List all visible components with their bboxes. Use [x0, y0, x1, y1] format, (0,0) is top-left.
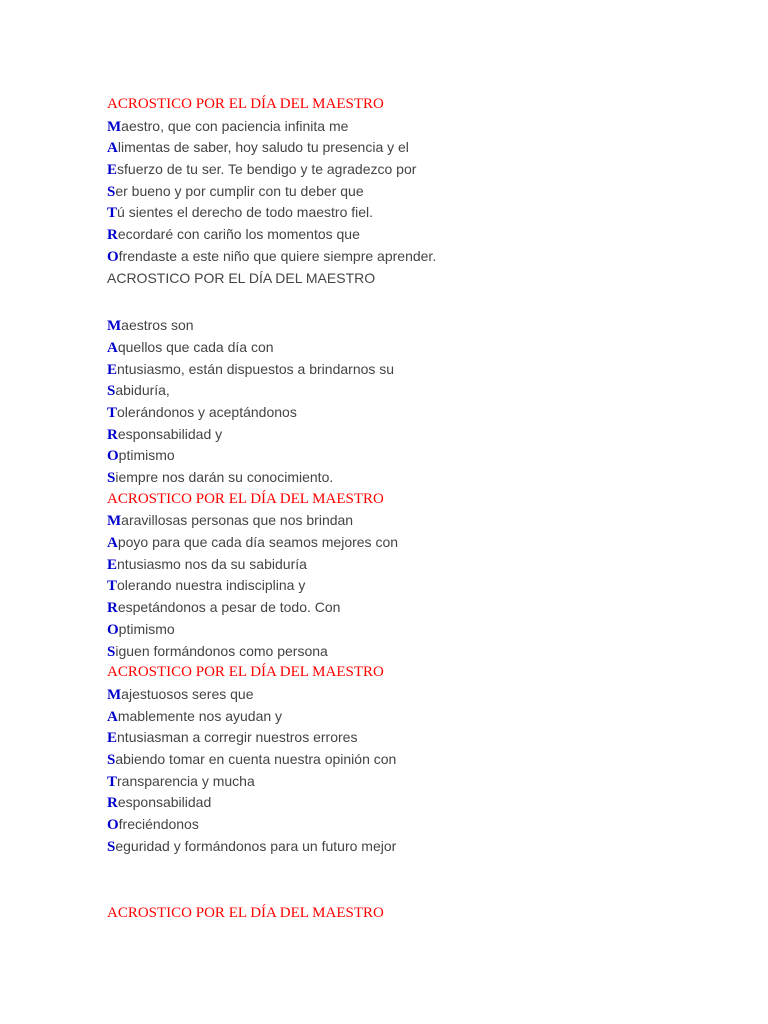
acrostic-capital: O: [107, 248, 119, 265]
acrostic-line-text: limentas de saber, hoy saludo tu presencia y el: [117, 139, 409, 156]
acrostic-line: [107, 467, 707, 489]
acrostic-line: [107, 402, 707, 424]
acrostic-line: [107, 641, 707, 663]
acrostic-2: [107, 268, 707, 489]
acrostic-capital: E: [107, 730, 118, 747]
acrostic-capital: M: [107, 686, 122, 703]
acrostic-line-text: freciéndonos: [118, 816, 199, 832]
acrostic-capital: M: [107, 118, 122, 135]
acrostic-line: [107, 684, 707, 706]
acrostic-4: [107, 662, 707, 857]
acrostic-capital: M: [107, 318, 122, 335]
acrostic-3: [107, 489, 707, 663]
acrostic-line-text: mablemente nos ayudan y: [117, 707, 283, 724]
acrostic-capital: S: [107, 183, 116, 200]
acrostic-line-text: aravillosas personas que nos brindan: [121, 512, 354, 529]
acrostic-line: [107, 749, 707, 771]
acrostic-capital: R: [107, 426, 118, 443]
acrostic-line: [107, 619, 707, 641]
acrostic-line: [107, 246, 707, 268]
acrostic-line: [107, 771, 707, 793]
acrostic-line-text: ajestuosos seres que: [121, 685, 254, 702]
acrostic-capital: A: [107, 339, 118, 356]
acrostic-title: ACROSTICO POR EL DÍA DEL MAESTRO: [107, 96, 384, 112]
spacer: [107, 857, 707, 903]
acrostic-line: [107, 159, 707, 181]
acrostic-line: [107, 597, 707, 619]
acrostic-line-text: esponsabilidad y: [117, 425, 223, 442]
acrostic-line: [107, 554, 707, 576]
acrostic-line: [107, 137, 707, 159]
acrostic-capital: S: [107, 643, 116, 660]
acrostic-line-text: poyo para que cada día seamos mejores con: [117, 534, 399, 551]
acrostic-line-text: sfuerzo de tu ser. Te bendigo y te agradezco por: [117, 161, 417, 178]
acrostic-capital: E: [107, 361, 118, 378]
acrostic-line: [107, 359, 707, 381]
acrostic-capital: S: [107, 751, 116, 768]
acrostic-capital: O: [107, 621, 119, 638]
acrostic-line: [107, 445, 707, 467]
acrostic-capital: S: [107, 470, 116, 486]
acrostic-capital: A: [107, 140, 118, 157]
spacer: [107, 289, 707, 315]
acrostic-line: [107, 181, 707, 203]
acrostic-line-text: ntusiasmo nos da su sabiduría: [117, 555, 307, 572]
acrostic-capital: E: [107, 162, 118, 179]
acrostic-line: [107, 836, 707, 858]
acrostic-line: [107, 814, 707, 836]
acrostic-line-text: olerando nuestra indisciplina y: [117, 577, 306, 594]
acrostic-capital: T: [107, 773, 118, 790]
acrostic-capital: S: [107, 383, 116, 400]
acrostic-line: [107, 315, 707, 337]
acrostic-capital: T: [107, 205, 118, 222]
acrostic-capital: R: [107, 227, 118, 244]
acrostic-line: [107, 727, 707, 749]
acrostic-line: [107, 202, 707, 224]
document-page: [107, 94, 707, 925]
acrostic-line-text: ransparencia y mucha: [117, 772, 255, 789]
acrostic-title: ACROSTICO POR EL DÍA DEL MAESTRO: [107, 664, 384, 681]
acrostic-line-text: esponsabilidad: [117, 794, 212, 811]
acrostic-line-text: olerándonos y aceptándonos: [117, 403, 297, 420]
acrostic-title: ACROSTICO POR EL DÍA DEL MAESTRO: [107, 269, 376, 286]
acrostic-line: [107, 337, 707, 359]
acrostic-line-text: aestros son: [121, 317, 194, 334]
acrostic-line-text: eguridad y formándonos para un futuro mejor: [115, 837, 397, 854]
acrostic-line-text: iempre nos darán su conocimiento.: [115, 469, 334, 485]
acrostic-line-text: ptimismo: [118, 620, 175, 637]
acrostic-capital: T: [107, 578, 118, 595]
acrostic-line: [107, 424, 707, 446]
acrostic-capital: O: [107, 448, 119, 465]
acrostic-line-text: frendaste a este niño que quiere siempre aprender.: [118, 247, 437, 264]
acrostic-capital: E: [107, 556, 118, 573]
acrostic-line-text: iguen formándonos como persona: [115, 642, 328, 659]
acrostic-line: [107, 532, 707, 554]
acrostic-line-text: er bueno y por cumplir con tu deber que: [115, 182, 364, 199]
acrostic-line: [107, 575, 707, 597]
acrostic-capital: M: [107, 513, 122, 530]
acrostic-line: [107, 792, 707, 814]
acrostic-capital: R: [107, 600, 118, 617]
acrostic-capital: R: [107, 795, 118, 812]
acrostic-capital: A: [107, 708, 118, 725]
acrostic-line-text: ntusiasman a corregir nuestros errores: [117, 729, 358, 746]
acrostic-line: [107, 706, 707, 728]
acrostic-line: [107, 380, 707, 402]
acrostic-capital: T: [107, 404, 118, 421]
acrostic-5: [107, 857, 707, 925]
acrostic-capital: A: [107, 535, 118, 552]
acrostic-line-text: ntusiasmo, están dispuestos a brindarnos su: [117, 360, 395, 377]
acrostic-line-text: aestro, que con paciencia infinita me: [121, 117, 349, 134]
acrostic-title: ACROSTICO POR EL DÍA DEL MAESTRO: [107, 905, 384, 922]
acrostic-line-text: quellos que cada día con: [117, 338, 274, 355]
acrostic-line-text: ecordaré con cariño los momentos que: [117, 226, 360, 243]
acrostic-line-text: ptimismo: [118, 447, 175, 464]
acrostic-line: [107, 510, 707, 532]
acrostic-line-text: ú sientes el derecho de todo maestro fiel.: [117, 204, 374, 221]
acrostic-line-text: abiduría,: [115, 382, 170, 399]
acrostic-capital: S: [107, 838, 116, 855]
acrostic-line-text: espetándonos a pesar de todo. Con: [117, 599, 341, 616]
acrostic-title: ACROSTICO POR EL DÍA DEL MAESTRO: [107, 490, 384, 507]
acrostic-capital: O: [107, 817, 119, 833]
acrostic-line: [107, 116, 707, 138]
acrostic-1: [107, 94, 707, 268]
acrostic-line: [107, 224, 707, 246]
acrostic-line-text: abiendo tomar en cuenta nuestra opinión con: [115, 750, 397, 767]
